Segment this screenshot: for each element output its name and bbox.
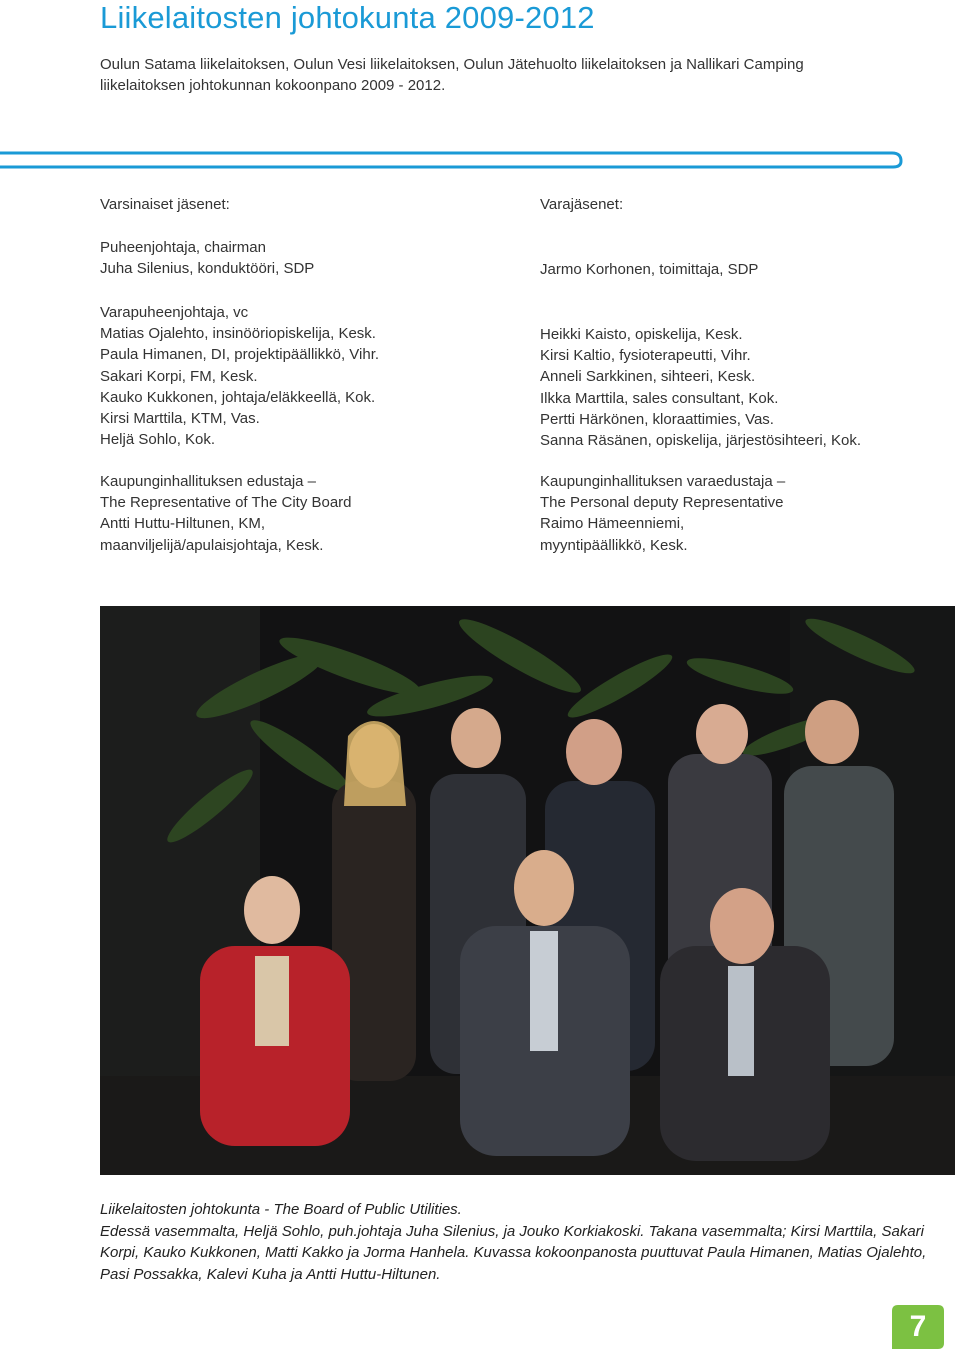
city-board-deputy-rep-line: Raimo Hämeenniemi, — [540, 515, 685, 533]
deputy-member-line: Anneli Sarkkinen, sihteeri, Kesk. — [540, 368, 756, 386]
decorative-divider — [0, 151, 905, 175]
deputy-member-line: Ilkka Marttila, sales consultant, Kok. — [540, 389, 779, 407]
city-board-rep-line: Antti Huttu-Hiltunen, KM, — [100, 515, 266, 533]
city-board-deputy-rep-line: The Personal deputy Representative — [540, 494, 784, 512]
deputy-member-line: Heikki Kaisto, opiskelija, Kesk. — [540, 326, 743, 343]
city-board-rep-line: maanviljelijä/apulaisjohtaja, Kesk. — [100, 536, 324, 554]
deputy-member-line: Pertti Härkönen, kloraattimies, Vas. — [540, 410, 774, 428]
city-board-deputy-rep-line: Kaupunginhallituksen varaedustaja – — [540, 473, 786, 490]
deputy-member-line: Sanna Räsänen, opiskelija, järjestösihteeri, Kok. — [540, 432, 862, 450]
photo-caption — [100, 1199, 950, 1285]
page-title: Liikelaitosten johtokunta 2009-2012 — [100, 0, 595, 35]
deputy-members-heading: Varajäsenet: — [540, 196, 624, 213]
regular-members-heading: Varsinaiset jäsenet: — [100, 196, 230, 213]
intro-paragraph: Oulun Satama liikelaitoksen, Oulun Vesi liikelaitoksen, Oulun Jätehuolto liikelaitoksen ja Nallikari Camping liikelaitoksen johtokunnan kokoonpano 2009 - 2012. — [100, 56, 804, 94]
page-number: 7 — [909, 1310, 927, 1343]
page-number-badge — [892, 1305, 944, 1349]
city-board-rep-line: The Representative of The City Board — [100, 494, 352, 512]
member-line: Sakari Korpi, FM, Kesk. — [100, 367, 258, 385]
vice-chair-role: Varapuheenjohtaja, vc — [100, 304, 249, 321]
city-board-rep-line: Kaupunginhallituksen edustaja – — [100, 473, 316, 490]
member-line: Matias Ojalehto, insinööriopiskelija, Kesk. — [100, 325, 376, 343]
chair-name: Juha Silenius, konduktööri, SDP — [100, 260, 315, 278]
deputy-member-line: Jarmo Korhonen, toimittaja, SDP — [540, 261, 759, 278]
caption-names: Edessä vasemmalta, Heljä Sohlo, puh.johtaja Juha Silenius, ja Jouko Korkiakoski. Takana vasemmalta; Kirsi Marttila, Sakari Korpi, Kauko Kukkonen, Matti Kakko ja Jorma Hanhela. Kuvassa kokoonpanosta puuttuvat Paula Himanen, Matias Ojalehto, Pasi Possakka, Kalevi Kuha ja Antti Huttu-Hiltunen. — [100, 1222, 927, 1283]
member-line: Heljä Sohlo, Kok. — [100, 431, 216, 449]
city-board-deputy-rep-line: myyntipäällikkö, Kesk. — [540, 536, 688, 554]
chair-role: Puheenjohtaja, chairman — [100, 239, 266, 256]
board-group-photo — [100, 606, 955, 1175]
member-line: Kauko Kukkonen, johtaja/eläkkeellä, Kok. — [100, 388, 376, 406]
member-line: Kirsi Marttila, KTM, Vas. — [100, 410, 260, 428]
member-line: Paula Himanen, DI, projektipäällikkö, Vihr. — [100, 346, 380, 364]
deputy-member-line: Kirsi Kaltio, fysioterapeutti, Vihr. — [540, 347, 751, 365]
caption-title: Liikelaitosten johtokunta - The Board of Public Utilities. — [100, 1201, 462, 1218]
